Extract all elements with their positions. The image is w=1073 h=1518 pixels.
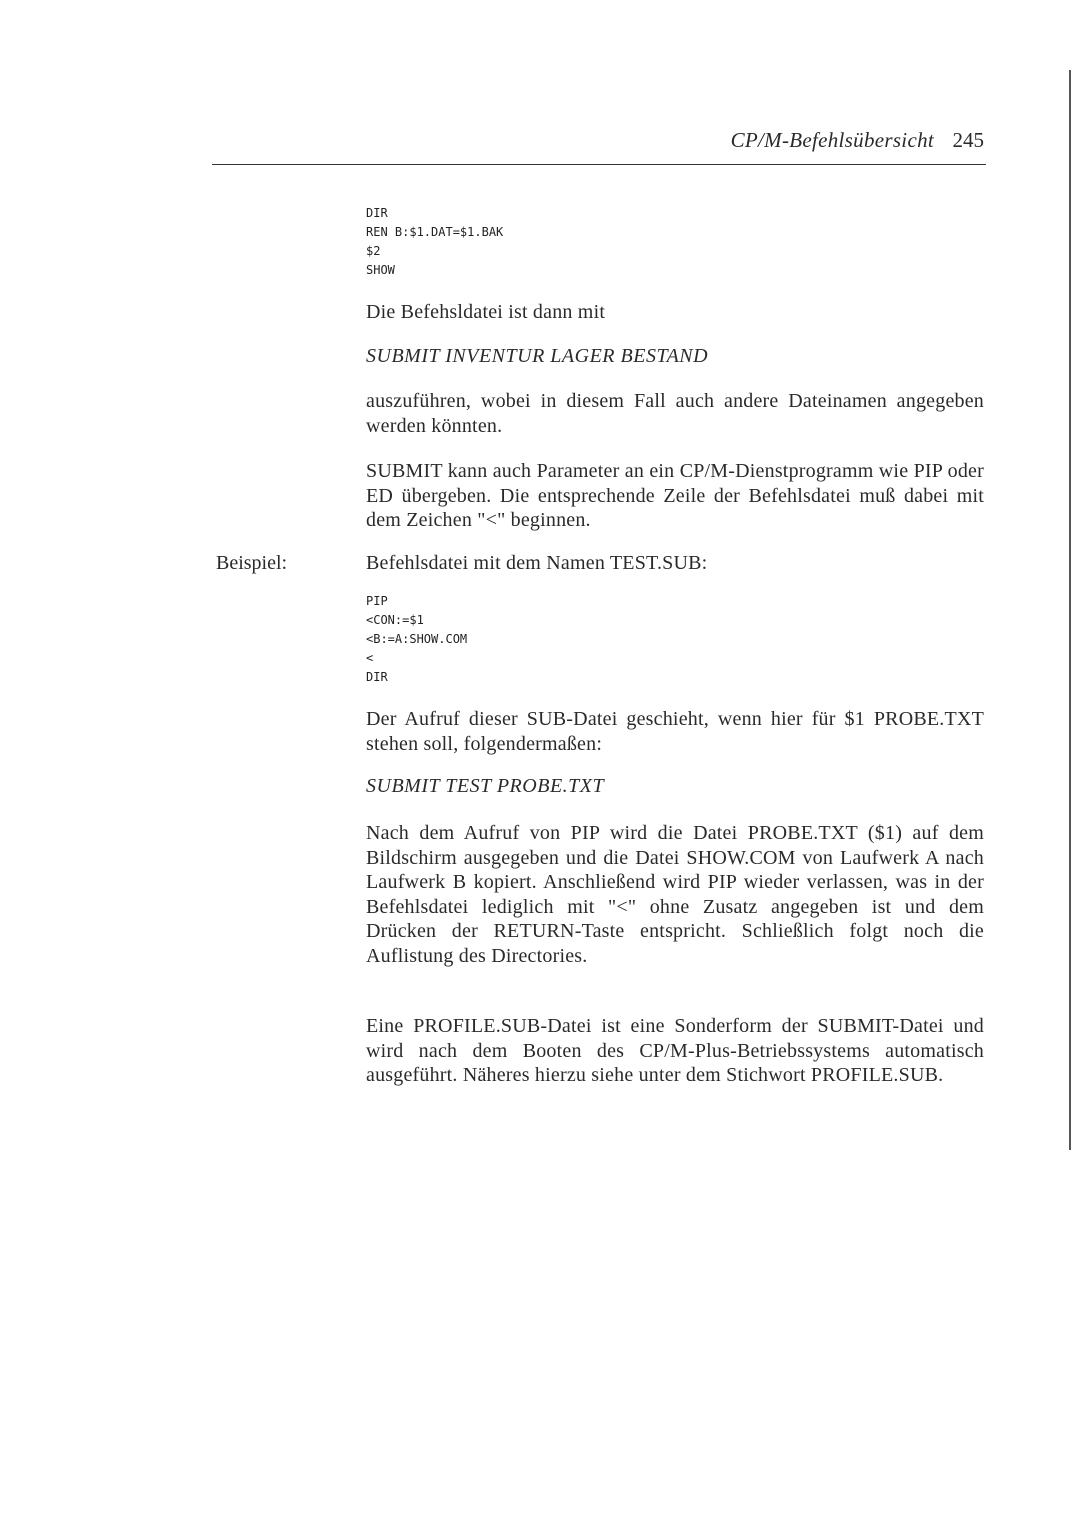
code-line: SHOW <box>366 263 395 277</box>
code-line: DIR <box>366 670 388 684</box>
paragraph-2: auszuführen, wobei in diesem Fall auch andere Dateinamen angegeben werden könnten. <box>366 390 984 437</box>
code-line: PIP <box>366 594 388 608</box>
code-line: REN B:$1.DAT=$1.BAK <box>366 225 504 239</box>
paragraph-5: Der Aufruf dieser SUB-Datei geschieht, wenn hier für $1 PROBE.TXT stehen soll, folgendermaßen: <box>366 708 984 755</box>
code-line: <CON:=$1 <box>366 613 424 627</box>
code-block-2 <box>366 592 984 687</box>
command-example-2: SUBMIT TEST PROBE.TXT <box>366 775 605 797</box>
page-number: 245 <box>952 128 984 152</box>
paragraph-6: Nach dem Aufruf von PIP wird die Datei PROBE.TXT ($1) auf dem Bildschirm ausgegeben und die Datei SHOW.COM von Laufwerk A nach Laufwerk B kopiert. Anschließend wird PIP wieder verlassen, was in der Befehlsdatei lediglich mit "<" ohne Zusatz angegeben ist und dem Drücken der RETURN-Taste entspricht. Schließlich folgt noch die Auflistung des Directories. <box>366 822 984 967</box>
command-example-1: SUBMIT INVENTUR LAGER BESTAND <box>366 345 709 367</box>
example-label: Beispiel: <box>216 552 288 574</box>
running-header <box>212 128 986 165</box>
paragraph-1: Die Befehsldatei ist dann mit <box>366 301 606 323</box>
paragraph-4: Befehlsdatei mit dem Namen TEST.SUB: <box>366 552 708 574</box>
code-line: <B:=A:SHOW.COM <box>366 632 468 646</box>
code-line: < <box>366 651 374 665</box>
scan-edge-line <box>1069 70 1071 1150</box>
code-block-1 <box>366 204 984 280</box>
header-title: CP/M-Befehlsübersicht <box>730 128 934 152</box>
paragraph-3: SUBMIT kann auch Parameter an ein CP/M-Dienstprogramm wie PIP oder ED übergeben. Die entsprechende Zeile der Befehlsdatei muß dabei mit dem Zeichen "<" beginnen. <box>366 460 984 531</box>
paragraph-7: Eine PROFILE.SUB-Datei ist eine Sonderform der SUBMIT-Datei und wird nach dem Booten des CP/M-Plus-Betriebssystems automatisch ausgeführt. Näheres hierzu siehe unter dem Stichwort PROFILE.SUB. <box>366 1015 984 1086</box>
code-line: $2 <box>366 244 381 258</box>
code-line: DIR <box>366 206 388 220</box>
